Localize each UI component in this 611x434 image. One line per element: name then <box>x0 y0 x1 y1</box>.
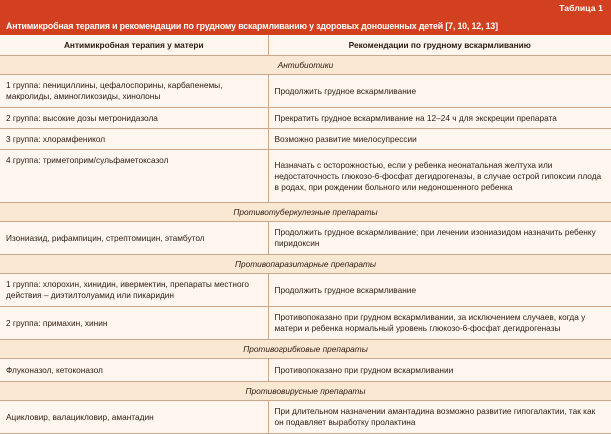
recommendation-cell: Прекратить грудное вскармливание на 12–24 ч для экскреции препарата <box>268 108 611 129</box>
column-header-therapy: Антимикробная терапия у матери <box>0 35 268 56</box>
category-row-antiviral <box>0 382 611 401</box>
table-row <box>0 307 611 340</box>
therapy-cell: 1 группа: пенициллины, цефалоспорины, карбапенемы, макролиды, аминогликозиды, хинолоны <box>0 75 268 108</box>
table-number: Таблица 1 <box>559 3 603 13</box>
recommendation-cell: Возможно развитие миелосупрессии <box>268 129 611 150</box>
category-row-antiparasitic <box>0 255 611 274</box>
recommendation-cell: Назначать с осторожностью, если у ребенка неонатальная желтуха или недостаточность глюкозо-6-фосфат дегидрогеназы, в случае острой гипоксии плода в родах, при рождении больного или недоношенного ребенка <box>268 150 611 203</box>
column-header-recommendation: Рекомендации по грудному вскармливанию <box>268 35 611 56</box>
category-row-antibiotics <box>0 56 611 75</box>
therapy-cell: Изониазид, рифампицин, стрептомицин, этамбутол <box>0 222 268 255</box>
therapy-cell: 4 группа: триметоприм/сульфаметоксазол <box>0 150 268 203</box>
category-label: Противогрибковые препараты <box>0 340 611 359</box>
category-row-antifungal <box>0 340 611 359</box>
recommendation-cell: Продолжить грудное вскармливание <box>268 75 611 108</box>
category-label: Антибиотики <box>0 56 611 75</box>
table-row <box>0 129 611 150</box>
table-title: Антимикробная терапия и рекомендации по грудному вскармливанию у здоровых доношенных детей [7, 10, 12, 13] <box>6 21 498 31</box>
therapy-cell: Ацикловир, валацикловир, амантадин <box>0 401 268 434</box>
therapy-cell: Флуконазол, кетоконазол <box>0 359 268 382</box>
category-row-tuberculosis <box>0 203 611 222</box>
table-row <box>0 75 611 108</box>
table-row <box>0 274 611 307</box>
table-row <box>0 150 611 203</box>
therapy-cell: 2 группа: высокие дозы метронидазола <box>0 108 268 129</box>
recommendation-cell: Продолжить грудное вскармливание; при лечении изониазидом назначить ребенку пиридоксин <box>268 222 611 255</box>
table-header <box>0 0 611 35</box>
category-label: Противопаразитарные препараты <box>0 255 611 274</box>
recommendation-cell: Противопоказано при грудном вскармливании, за исключением случаев, когда у матери и ребенка нормальный уровень глюкозо-6-фосфат дегидрогеназы <box>268 307 611 340</box>
column-header-row <box>0 35 611 56</box>
therapy-cell: 2 группа: примахин, хинин <box>0 307 268 340</box>
table-row <box>0 359 611 382</box>
recommendations-table <box>0 35 611 434</box>
recommendation-cell: Продолжить грудное вскармливание <box>268 274 611 307</box>
recommendation-cell: При длительном назначении амантадина возможно развитие гипогалактии, так как он подавляет выработку пролактина <box>268 401 611 434</box>
therapy-cell: 1 группа: хлорохин, хинидин, ивермектин, препараты местного действия – диэтилтолуамид или пикаридин <box>0 274 268 307</box>
table-row <box>0 222 611 255</box>
category-label: Противотуберкулезные препараты <box>0 203 611 222</box>
table-row <box>0 108 611 129</box>
table-row <box>0 401 611 434</box>
recommendation-cell: Противопоказано при грудном вскармливании <box>268 359 611 382</box>
category-label: Противовирусные препараты <box>0 382 611 401</box>
therapy-cell: 3 группа: хлорамфеникол <box>0 129 268 150</box>
